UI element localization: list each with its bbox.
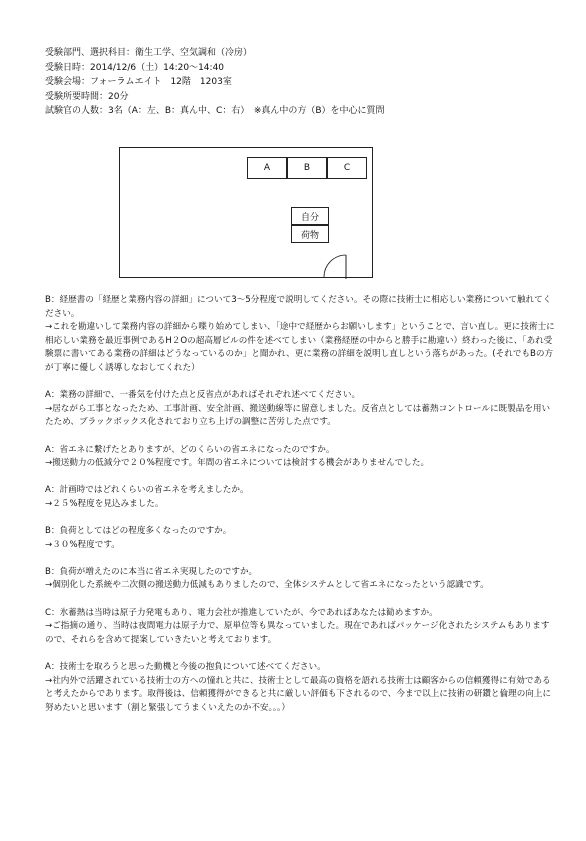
qa-item: [45, 661, 555, 715]
exam-field-line: 受験部門、選択科目：衛生工学、空気調和（冷房）: [45, 48, 253, 58]
qa-item: [45, 294, 555, 376]
question-text: A：業務の詳細で、一番気を付けた点と反省点があればそれぞれ述べてください。: [45, 390, 361, 401]
self-seat: 自分: [291, 207, 329, 225]
answer-text: →これを勘違いして業務内容の詳細から喋り始めてしまい、「途中で経歴からお願いします」ということで、言い直し。更に技術士に相応しい業務を最近事例であるH２Oの超高層ビルの件を述べてしまい（業務経歴の中からと勝手に勘違い）終わった後に、「あれ受験票に書いてある業務の詳細はどうなっているのか」と聞かれ、更に業務の詳細を説明し直しという落ちがあった。(それでもBの方が丁寧に優しく誘導しなおしてくれた）: [45, 322, 555, 373]
interview-transcript: [45, 294, 555, 729]
qa-item: [45, 607, 555, 648]
answer-text: →居ながら工事となったため、工事計画、安全計画、搬送動線等に留意しました。反省点としては蓄熱コントロールに既製品を用いたため、ブラックボックス化されており立ち上げの調整に苦労した点です。: [45, 403, 551, 428]
answer-text: →個別化した系統や二次側の搬送動力低減もありましたので、全体システムとして省エネになったという認識です。: [45, 580, 489, 591]
question-text: B：負荷が増えたのに本当に省エネ実現したのですか。: [45, 566, 258, 577]
question-text: B：負荷としてはどの程度多くなったのですか。: [45, 526, 232, 537]
exam-info-header: [45, 46, 565, 119]
question-text: A：省エネに繋げたとありますが、どのくらいの省エネになったのですか。: [45, 444, 335, 455]
qa-item: [45, 484, 555, 511]
qa-item: [45, 525, 555, 552]
examiner-b-seat: B: [287, 157, 327, 179]
examiner-a-seat: A: [247, 157, 287, 179]
question-text: C：氷蓄熱は当時は原子力発電もあり、電力会社が推進していたが、今であればあなたは勧めますか。: [45, 607, 438, 618]
door-icon: [322, 253, 348, 279]
examiners-count-line: 試験官の人数：3名（A：左、B：真ん中、C：右） ※真ん中の方（B）を中心に質問: [45, 106, 385, 117]
exam-duration-line: 受験所要時間：20分: [45, 91, 129, 102]
examiner-c-seat: C: [327, 157, 367, 179]
answer-text: →２５%程度を見込みました。: [45, 498, 164, 509]
answer-text: →社内外で活躍されている技術士の方への憧れと共に、技術士として最高の資格を語れる技術士は顧客からの信頼獲得に有効であると考えたからであります。取得後は、信頼獲得ができると共に厳しい評価も下されるので、今まで以上に技術の研鑽と倫理の向上に努めたいと思います（割と緊張してうまくいえたのか不安。。。）: [45, 675, 552, 713]
question-text: A：技術士を取ろうと思った動機と今後の抱負について述べてください。: [45, 662, 326, 673]
answer-text: →搬送動力の低減分で２０%程度です。年間の省エネについては検討する機会がありませんでした。: [45, 458, 430, 469]
question-text: B：経歴書の「経歴と業務内容の詳細」について3～5分程度で説明してください。その際に技術士に相応しい業務について触れてください。: [45, 295, 552, 319]
qa-item: [45, 566, 555, 593]
answer-text: →ご指摘の通り、当時は夜間電力は原子力で、原単位等も異なっていました。現在であればパッケージ化されたシステムもありますので、それらを含めて提案していきたいと考えております。: [45, 621, 550, 645]
exam-date-line: 受験日時：2014/12/6（土）14:20～14:40: [45, 62, 225, 73]
room-layout-diagram: [119, 147, 373, 278]
qa-item: [45, 444, 555, 471]
luggage-spot: 荷物: [291, 225, 329, 243]
question-text: A：計画時ではどれくらいの省エネを考えましたか。: [45, 485, 249, 496]
qa-item: [45, 389, 555, 430]
exam-venue-line: 受験会場：フォーラムエイト 12階 1203室: [45, 77, 232, 88]
answer-text: →３０%程度です。: [45, 539, 120, 550]
